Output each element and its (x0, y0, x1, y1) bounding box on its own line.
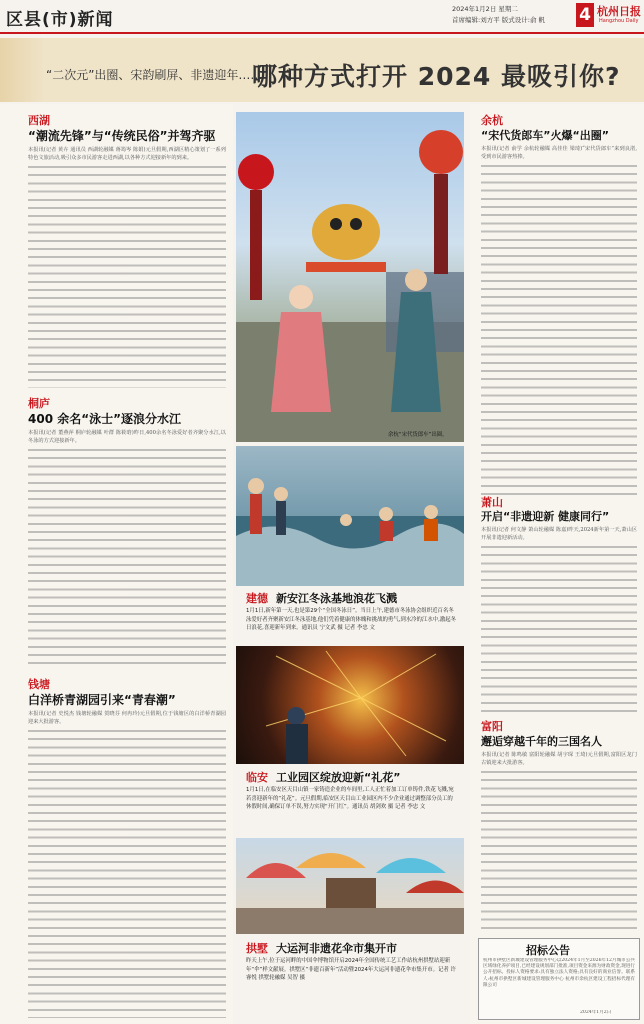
tender-notice-title: 招标公告 (526, 944, 570, 957)
banner-deco (0, 38, 44, 102)
yuhang-body-text (481, 165, 637, 495)
section-title: 区县(市)新闻 (6, 10, 114, 30)
xihu-headline: “潮流先锋”与“传统民俗”并驾齐驱 (28, 129, 216, 143)
tonglu-body-text (28, 449, 226, 665)
banner-title: 哪种方式打开 2024 最吸引你? (252, 62, 621, 91)
xiaoshan-label: 萧山 (481, 496, 503, 509)
tonglu-lead: 本报讯(记者 董燕萍 桐庐轮融媒 叶群 陈筱晗)昨日,400余名冬泳爱好者齐聚分水江,以冬泳的方式迎接新年。 (28, 430, 226, 445)
editor-line: 首席编辑:刘方平 版式设计:俞 帆 (452, 16, 546, 24)
xiaoshan-body-text (481, 546, 637, 712)
linan-label: 临安 (246, 771, 268, 784)
yuhang-lead: 本报讯(记者 俞学 余杭轮融媒 高佳佳 梁琦)“宋代货郎车”来到良渚,受到市民游客热捧。 (481, 146, 637, 161)
tender-notice-date: 2024年1月2日 (580, 1010, 612, 1015)
qiantang-lead: 本报讯(记者 史悦杰 钱塘轮融媒 贺晓芬 何冉玲)元旦假期,位于钱塘区的白洋桥青湖园迎来大批游客。 (28, 711, 226, 726)
newspaper-logo-sub: Hangzhou Daily (599, 18, 639, 24)
qiantang-headline: 白洋桥青湖园引来“青春潮” (28, 693, 176, 707)
gongshu-caption: 昨天上午,位于运河畔的中国伞博物馆开启2024年全国传统工艺工作站杭州拱墅站迎新年“伞”样文献展。拱墅区“非遗百新年”活动暨2024年大运河非遗花伞市集开市。记者 许睿悦 拱墅轮融媒 吴智 摄 (246, 958, 456, 981)
issue-date: 2024年1月2日 星期二 (452, 5, 518, 13)
qiantang-label: 钱塘 (28, 678, 50, 691)
linan-caption: 1月1日,在临安区天目山镇一家铸造企业的车间里,工人正忙着加工订单铸件,铁花飞溅,宛若喜迎新年的“礼花”。元旦假期,临安区天目山工业园区内不少企业通过调整部分员工的休假时间,确保订单不误,努力实现“开门红”。通讯员 胡剑欢 摄 记者 李忠 文 (246, 787, 454, 810)
fuyang-body-text (481, 771, 637, 933)
tonglu-label: 桐庐 (28, 397, 50, 410)
yuhang-photo-caption: 余杭“宋代货郎车”出圈。 (388, 432, 448, 438)
yuhang-label: 余杭 (481, 114, 503, 127)
gongshu-photo (236, 838, 464, 934)
xihu-label: 西湖 (28, 114, 50, 127)
xihu-body-text (28, 166, 226, 388)
banner-subtitle: “二次元”出圈、宋韵刷屏、非遗迎年…… (46, 68, 263, 82)
jiande-caption: 1月1日,新年第一天,也是第29个“全国冬泳日”。当日上午,建德市冬泳协会组织近百名冬泳爱好者齐聚新安江冬泳基地,他们凭着健康的体魄和挑战的勇气,到水冷的江水中,激起冬日浪花,喜迎新年到来。通讯员 宁文武 摄 记者 李忠 文 (246, 608, 456, 631)
newspaper-logo: 杭州日报 (597, 5, 641, 18)
fuyang-lead: 本报讯(记者 陈鸣敏 富阳轮融媒 胡宇琛 王琦)元旦假期,富阳区龙门古镇迎来大批游客。 (481, 752, 637, 767)
fuyang-label: 富阳 (481, 720, 503, 733)
xihu-lead: 本报讯(记者 黄卉 通讯员 西湖轮融媒 蒋筠岑 陈娟)元旦假期,西湖区精心策划了一系列特色文旅活动,吸引众多市民游客走进西湖,以各种方式迎接新年的到来。 (28, 147, 226, 162)
tonglu-headline: 400 余名“泳士”逐浪分水江 (28, 412, 182, 426)
linan-photo (236, 646, 464, 764)
fuyang-headline: 邂逅穿越千年的三国名人 (481, 735, 602, 748)
yuhang-headline: “宋代货郎车”火爆“出圈” (481, 129, 609, 142)
tender-notice-text: 杭州市拱墅区新城建设管理服务中心以2024年1月至2026年12月城市公共区域绿化养护项目,已经建设规划部门批准,项目资金来源为财政资金,现进行公开招标。投标人资格要求:具有独立法人资格;具有良好的商业信誉。联系人:杭州市拱墅区新城建设管理服务中心 杭州市余杭区建设工程招标代理有限公司 (483, 958, 635, 988)
linan-headline: 工业园区绽放迎新“礼花” (276, 771, 401, 784)
gongshu-headline: 大运河非遗花伞市集开市 (276, 942, 397, 955)
jiande-label: 建德 (246, 592, 268, 605)
jiande-headline: 新安江冬泳基地浪花飞溅 (276, 592, 397, 605)
yuhang-photo (236, 112, 464, 442)
xiaoshan-lead: 本报讯(记者 何文静 萧山轮融媒 陈嘉)昨天,2024新年第一天,萧山区开展非遗迎新活动。 (481, 527, 637, 542)
gongshu-label: 拱墅 (246, 942, 268, 955)
jiande-photo (236, 446, 464, 586)
xiaoshan-headline: 开启“非遗迎新 健康同行” (481, 510, 610, 523)
page-number: 4 (576, 3, 594, 27)
qiantang-body-text (28, 730, 226, 1018)
